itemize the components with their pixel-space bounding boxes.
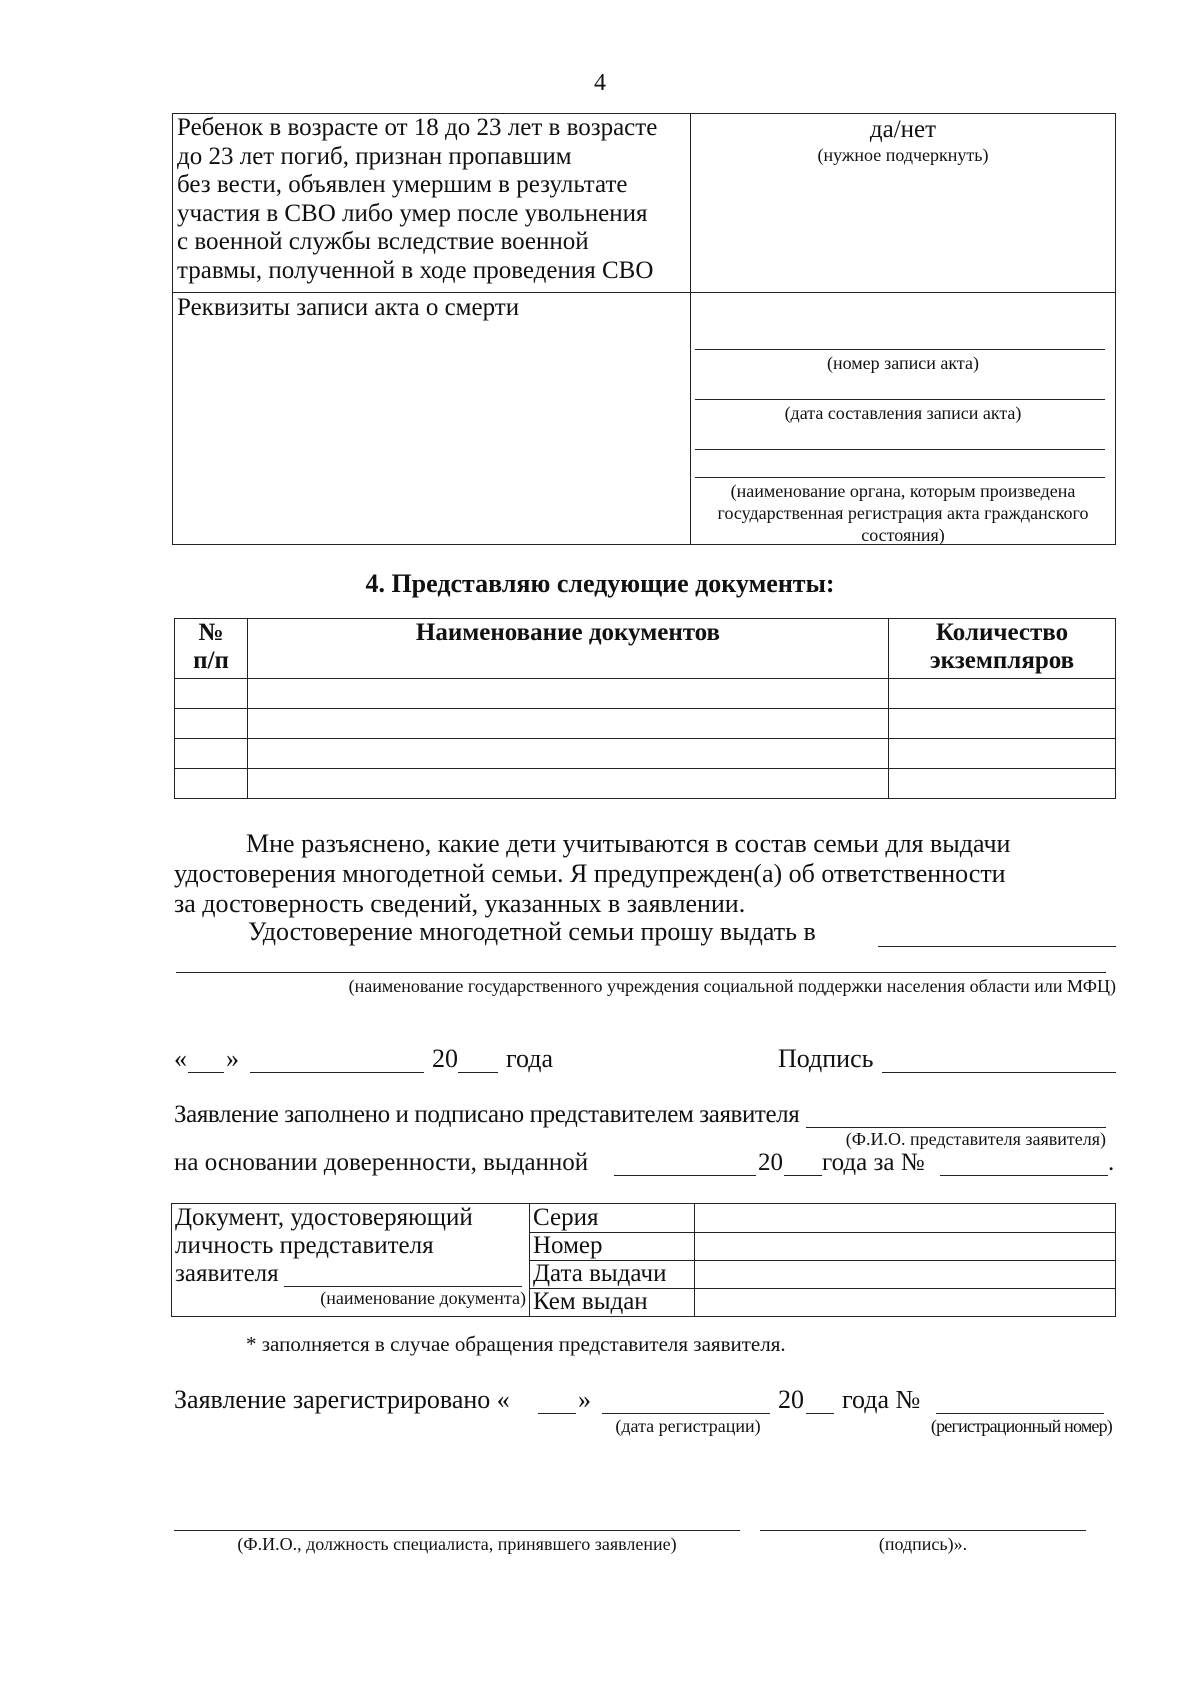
date-close-quote: » [226, 1044, 239, 1073]
table-cell[interactable] [175, 679, 248, 709]
poa-period: . [1108, 1149, 1115, 1176]
year-prefix: 20 [432, 1044, 458, 1073]
registration-close-quote: » [578, 1385, 591, 1414]
table-cell[interactable] [889, 739, 1116, 769]
registry-organ-field-2[interactable] [695, 477, 1105, 478]
specialist-caption: (Ф.И.О., должность специалиста, принявшего заявление) [237, 1534, 677, 1554]
number-field[interactable] [696, 1233, 1114, 1260]
issue-request-text: Удостоверение многодетной семьи прошу выдать в [248, 917, 816, 946]
day-field[interactable] [188, 1072, 224, 1073]
registration-day-field[interactable] [538, 1413, 576, 1414]
explanation-line: Мне разъяснено, какие дети учитываются в состав семьи для выдачи [246, 829, 1011, 858]
table-divider [173, 292, 1115, 293]
institution-field[interactable] [878, 946, 1116, 947]
explanation-line: за достоверность сведений, указанных в заявлении. [174, 889, 746, 918]
table-cell[interactable] [889, 769, 1116, 799]
table-cell[interactable] [175, 739, 248, 769]
table-cell[interactable] [889, 709, 1116, 739]
column-header-number: № п/п [175, 619, 248, 679]
number-label: Номер [533, 1232, 603, 1259]
poa-date-field[interactable] [614, 1175, 756, 1176]
table-cell[interactable] [889, 679, 1116, 709]
id-document-name-field[interactable] [284, 1286, 522, 1287]
table-cell[interactable] [248, 709, 889, 739]
table-row [175, 769, 1116, 799]
table-row [175, 739, 1116, 769]
registry-organ-caption: (наименование органа, которым произведена государственная регистрация акта гражданского состояния) [717, 481, 1089, 545]
table-cell[interactable] [175, 769, 248, 799]
death-record-label: Реквизиты записи акта о смерти [177, 294, 520, 321]
month-field[interactable] [250, 1072, 424, 1073]
representative-id-table [171, 1203, 1116, 1317]
registration-date-caption: (дата регистрации) [615, 1416, 761, 1436]
table-cell[interactable] [175, 709, 248, 739]
act-date-caption: (дата составления записи акта) [784, 403, 1022, 423]
issued-by-label: Кем выдан [533, 1288, 648, 1315]
representative-name-caption: (Ф.И.О. представителя заявителя) [845, 1129, 1106, 1149]
poa-year-suffix: года за № [822, 1149, 925, 1176]
yes-no-hint: (нужное подчеркнуть) [817, 145, 989, 165]
year-word: года [506, 1044, 554, 1073]
column-header-name: Наименование документов [248, 619, 889, 679]
section-title: 4. Представляю следующие документы: [365, 569, 835, 598]
registration-year-field[interactable] [806, 1413, 834, 1414]
registry-organ-field[interactable] [695, 449, 1105, 450]
id-document-name-caption: (наименование документа) [320, 1288, 526, 1308]
series-label: Серия [533, 1204, 599, 1231]
table-cell[interactable] [248, 679, 889, 709]
column-header-count: Количество экземпляров [889, 619, 1116, 679]
registration-year-suffix: года № [842, 1385, 921, 1414]
table-row [175, 709, 1116, 739]
signature-label: Подпись [778, 1044, 874, 1073]
id-document-label: Документ, удостоверяющий личность представителя заявителя [175, 1204, 473, 1287]
child-status-label: Ребенок в возрасте от 18 до 23 лет в возрасте до 23 лет погиб, признан пропавшим без вести, объявлен умершим в результате участия в СВО либо умер после увольнения с военной службы вследствие военной травмы, полученной в ходе проведения СВО [177, 114, 658, 284]
year-field[interactable] [458, 1072, 498, 1073]
yes-no-field[interactable] [691, 116, 1115, 166]
filled-by-representative: Заявление заполнено и подписано представителем заявителя [174, 1101, 800, 1128]
issue-date-label: Дата выдачи [533, 1260, 667, 1287]
power-of-attorney-text: на основании доверенности, выданной [174, 1149, 589, 1176]
child-info-table [172, 113, 1116, 545]
poa-number-field[interactable] [940, 1175, 1108, 1176]
specialist-signature-field[interactable] [760, 1530, 1086, 1531]
issued-by-field[interactable] [696, 1289, 1114, 1316]
page-number: 4 [594, 70, 606, 96]
table-cell[interactable] [248, 769, 889, 799]
institution-field-2[interactable] [176, 972, 1106, 973]
registration-label: Заявление зарегистрировано « [174, 1385, 510, 1414]
explanation-line: удостоверения многодетной семьи. Я предупрежден(а) об ответственности [174, 859, 1006, 888]
table-row [175, 679, 1116, 709]
registration-number-field[interactable] [936, 1413, 1104, 1414]
series-field[interactable] [696, 1204, 1114, 1231]
specialist-name-field[interactable] [174, 1530, 740, 1531]
issue-date-field[interactable] [696, 1261, 1114, 1288]
footnote: * заполняется в случае обращения представителя заявителя. [246, 1332, 786, 1356]
date-open-quote: « [174, 1044, 187, 1073]
registration-year-prefix: 20 [778, 1385, 804, 1414]
registration-month-field[interactable] [602, 1413, 770, 1414]
institution-caption: (наименование государственного учреждения социальной поддержки населения области или МФЦ) [348, 976, 1116, 996]
documents-table [174, 618, 1116, 799]
act-number-field[interactable] [695, 349, 1105, 350]
poa-year-field[interactable] [784, 1175, 822, 1176]
signature-field[interactable] [882, 1072, 1116, 1073]
yes-no-text: да/нет [869, 116, 937, 143]
act-number-caption: (номер записи акта) [827, 353, 979, 373]
act-date-field[interactable] [695, 399, 1105, 400]
registration-number-caption: (регистрационный номер) [930, 1416, 1112, 1436]
poa-year-prefix: 20 [758, 1149, 783, 1176]
signature-caption: (подпись)». [878, 1534, 968, 1554]
table-cell[interactable] [248, 739, 889, 769]
